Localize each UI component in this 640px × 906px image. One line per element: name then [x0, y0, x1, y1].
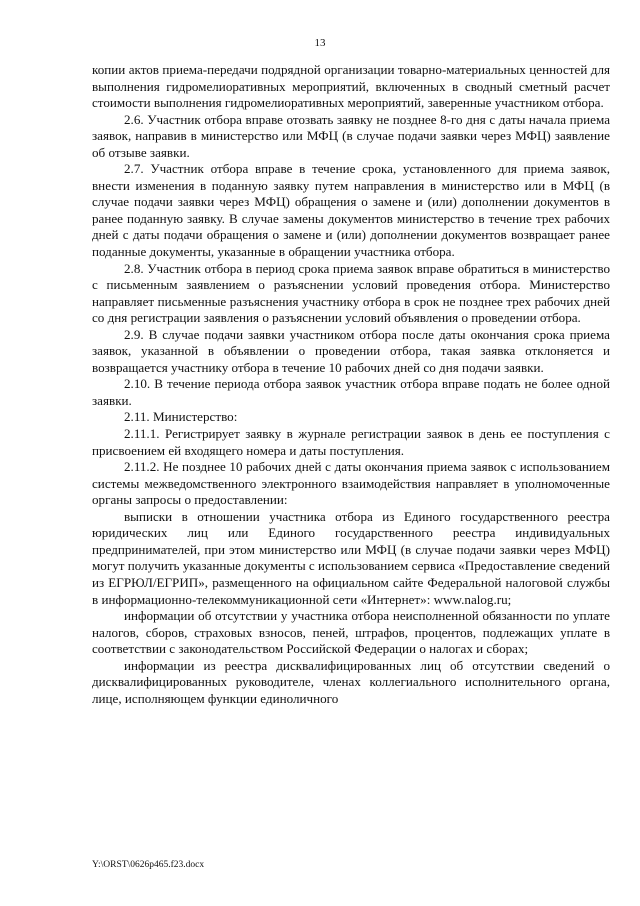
paragraph-2-11: 2.11. Министерство: [124, 409, 238, 425]
paragraph-2-11-2: 2.11.2. Не позднее 10 рабочих дней с даты окончания приема заявок с использованием системы межведомственного электронного взаимодействия направляет в уполномоченные органы запросы о предоставлении: [92, 459, 610, 508]
paragraph-2-9: 2.9. В случае подачи заявки участником отбора после даты окончания срока приема заявок, указанной в объявлении о проведении отбора, такая заявка отклоняется и возвращается участнику отбора в течение 10 рабочих дней со дня подачи заявки. [92, 326, 610, 375]
file-path-footer: Y:\ORST\0626p465.f23.docx [92, 860, 205, 870]
document-body [92, 62, 610, 707]
paragraph-2-7: 2.7. Участник отбора вправе в течение срока, установленного для приема заявок, внести изменения в поданную заявку путем направления в министерство или в МФЦ (в случае подачи заявки через МФЦ) обращения о замене и (или) дополнении документов в ранее поданную заявку. В случае замены документов министерство в течение трех рабочих дней с даты подачи обращения о замене и (или) дополнении документов возвращает ранее поданные документы, указанные в обращении участника отбора. [92, 161, 610, 260]
paragraph-2-10: 2.10. В течение периода отбора заявок участник отбора вправе подать не более одной заявки. [92, 376, 610, 408]
list-item-tax-debt-info: информации об отсутствии у участника отбора неисполненной обязанности по уплате налогов, сборов, страховых взносов, пеней, штрафов, процентов, подлежащих уплате в соответствии с законодательством Российской Федерации о налогах и сборах; [92, 608, 610, 657]
list-item-egrul-extract: выписки в отношении участника отбора из Единого государственного реестра юридических лиц или Единого государственного реестра индивидуальных предпринимателей, при этом министерство или МФЦ (в случае подачи заявки через МФЦ) могут получить указанные документы с использованием сервиса «Предоставление сведений из ЕГРЮЛ/ЕГРИП», размещенного на официальном сайте Федеральной налоговой службы в информационно-телекоммуникационной сети «Интернет»: www.nalog.ru; [92, 508, 610, 607]
paragraph-2-8: 2.8. Участник отбора в период срока приема заявок вправе обратиться в министерство с письменным заявлением о разъяснении условий проведения отбора. Министерство направляет письменные разъяснения участнику отбора в срок не позднее трех рабочих дней со дня регистрации заявления о разъяснении условий объявления о проведении отбора. [92, 260, 610, 326]
paragraph-continuation: копии актов приема-передачи подрядной организации товарно-материальных ценностей для выполнения гидромелиоративных мероприятий, включенных в сводный сметный расчет стоимости выполнения гидромелиоративных мероприятий, заверенные участником отбора. [92, 62, 610, 111]
list-item-disqualified-registry: информации из реестра дисквалифицированных лиц об отсутствии сведений о дисквалифицированных руководителе, членах коллегиального исполнительного органа, лице, исполняющем функции единоличного [92, 657, 610, 706]
page-number: 13 [314, 37, 326, 49]
paragraph-2-6: 2.6. Участник отбора вправе отозвать заявку не позднее 8-го дня с даты начала приема заявок, направив в министерство или МФЦ (в случае подачи заявки через МФЦ) заявление об отзыве заявки. [92, 111, 610, 160]
paragraph-2-11-1: 2.11.1. Регистрирует заявку в журнале регистрации заявок в день ее поступления с присвоением ей входящего номера и даты поступления. [92, 426, 610, 458]
